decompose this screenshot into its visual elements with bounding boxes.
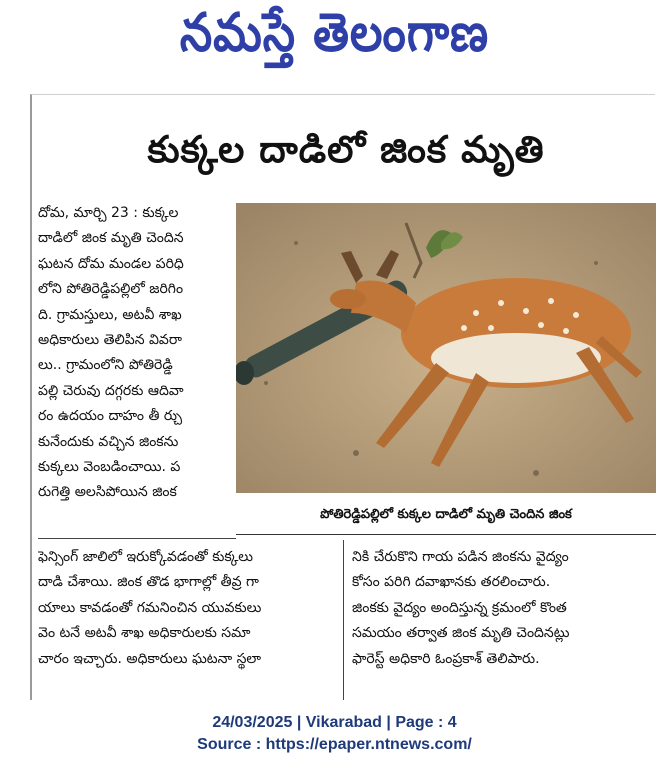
footer-date-line: 24/03/2025 | Vikarabad | Page : 4 xyxy=(212,714,457,731)
text-line: లు.. గ్రామంలోని పోతిరెడ్డి xyxy=(38,357,173,374)
text-line: కుక్కలు వెంబడించాయి. ప xyxy=(38,459,181,476)
masthead-title: నమస్తే తెలంగాణ xyxy=(179,1,490,64)
text-line: వెం టనే అటవీ శాఖ అధికారులకు సమా xyxy=(38,625,251,642)
footer-source-line[interactable]: Source : https://epaper.ntnews.com/ xyxy=(197,736,472,753)
page-footer xyxy=(0,712,669,756)
headline-text: కుక్కల దాడిలో జింక మృతి xyxy=(147,128,545,171)
column-divider-horizontal xyxy=(38,538,236,539)
text-line: రం ఉదయం దాహం తీ ర్చు xyxy=(38,408,183,425)
text-line: అధికారులు తెలిపిన వివరా xyxy=(38,332,182,349)
text-line: పల్లి చెరువు దగ్గరకు ఆదివా xyxy=(38,382,184,399)
newspaper-masthead xyxy=(0,0,669,80)
text-line: దోమ, మార్చి 23 : కుక్కల xyxy=(38,205,179,221)
photo-caption xyxy=(236,493,656,535)
text-line: కోసం పరిగి దవాఖానకు తరలించారు. xyxy=(352,574,551,591)
text-line: రుగెత్తి అలసిపోయిన జింక xyxy=(38,484,177,501)
text-line: దాడి చేశాయి. జింక తొడ భాగాల్లో తీవ్ర గా xyxy=(38,574,259,591)
article-headline xyxy=(36,128,656,188)
column-divider-vertical xyxy=(343,540,344,700)
article-column-bottom-left xyxy=(38,545,340,672)
deer-photo xyxy=(236,203,656,493)
deer-photo-illustration xyxy=(236,203,656,493)
text-line: ఫెన్సింగ్ జాలిలో ఇరుక్కోవడంతో కుక్కలు xyxy=(38,549,253,565)
text-line: దాడిలో జింక మృతి చెందిన xyxy=(38,230,184,247)
article-column-bottom-right xyxy=(352,545,657,672)
text-line: యాలు కావడంతో గమనించిన యువకులు xyxy=(38,599,262,616)
text-line: లోని పోతిరెడ్డిపల్లిలో జరిగిం xyxy=(38,281,184,298)
text-line: ఫారెస్ట్ అధికారి ఓంప్రకాశ్ తెలిపారు. xyxy=(352,650,540,667)
text-line: ఘటన దోమ మండల పరిధి xyxy=(38,255,184,272)
text-line: జింకకు వైద్యం అందిస్తున్న క్రమంలో కొంత xyxy=(352,599,567,616)
text-line: కునేందుకు వచ్చిన జింకను xyxy=(38,433,179,450)
article-column-left xyxy=(38,201,230,506)
text-line: నికి చేరుకొని గాయ పడిన జింకను వైద్యం xyxy=(352,549,569,565)
text-line: ది. గ్రామస్తులు, అటవీ శాఖ xyxy=(38,306,182,323)
text-line: సమయం తర్వాత జింక మృతి చెందినట్లు xyxy=(352,625,570,642)
text-line: చారం ఇచ్చారు. అధికారులు ఘటనా స్థలా xyxy=(38,650,262,667)
photo-caption-text: పోతిరెడ్డిపల్లిలో కుక్కల దాడిలో మృతి చెందిన జింక xyxy=(320,507,572,522)
